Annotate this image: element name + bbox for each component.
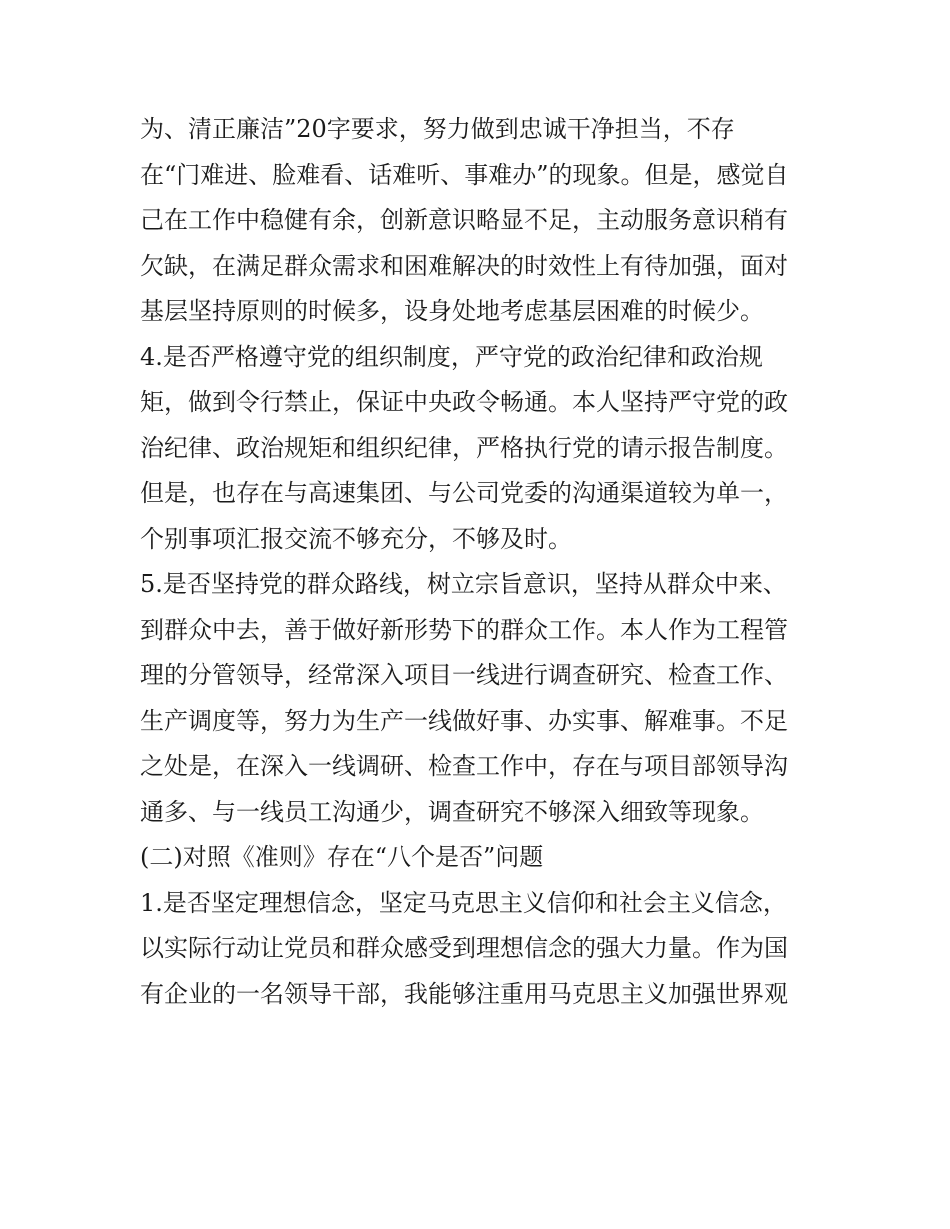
text-line: 之处是，在深入一线调研、检查工作中，存在与项目部领导沟 bbox=[140, 752, 788, 780]
text-line: 个别事项汇报交流不够充分，不够及时。 bbox=[140, 524, 572, 553]
text-line: 到群众中去，善于做好新形势下的群众工作。本人作为工程管 bbox=[140, 615, 788, 644]
text-line: 以实际行动让党员和群众感受到理想信念的强大力量。作为国 bbox=[140, 934, 788, 962]
text-line: 治纪律、政治规矩和组织纪律，严格执行党的请示报告制度。 bbox=[140, 433, 788, 462]
text-line: 在“门难进、脸难看、话难听、事难办”的现象。但是，感觉自 bbox=[140, 160, 789, 189]
text-line: 基层坚持原则的时候多，设身处地考虑基层困难的时候少。 bbox=[140, 297, 764, 325]
item-4-heading-line: 4.是否严格遵守党的组织制度，严守党的政治纪律和政治规 bbox=[140, 342, 763, 371]
item-5-heading-line: 5.是否坚持党的群众路线，树立宗旨意识，坚持从群众中来、 bbox=[140, 570, 787, 598]
text-line: 欠缺，在满足群众需求和困难解决的时效性上有待加强，面对 bbox=[140, 251, 788, 280]
item-1-heading-line: 1.是否坚定理想信念，坚定马克思主义信仰和社会主义信念， bbox=[140, 888, 787, 917]
text-line: 通多、与一线员工沟通少，调查研究不够深入细致等现象。 bbox=[140, 797, 764, 826]
text-line: 但是，也存在与高速集团、与公司党委的沟通渠道较为单一， bbox=[140, 479, 788, 507]
text-line: 己在工作中稳健有余，创新意识略显不足，主动服务意识稍有 bbox=[140, 206, 788, 234]
section-heading: (二)对照《准则》存在“八个是否”问题 bbox=[140, 843, 544, 871]
text-line: 生产调度等，努力为生产一线做好事、办实事、解难事。不足 bbox=[140, 706, 788, 735]
text-line: 矩，做到令行禁止，保证中央政令畅通。本人坚持严守党的政 bbox=[140, 388, 788, 416]
text-line: 有企业的一名领导干部，我能够注重用马克思主义加强世界观 bbox=[140, 979, 788, 1008]
document-body bbox=[140, 107, 830, 1017]
text-line: 理的分管领导，经常深入项目一线进行调查研究、检查工作、 bbox=[140, 661, 788, 689]
text-line: 为、清正廉洁”20字要求，努力做到忠诚干净担当，不存 bbox=[140, 115, 735, 143]
